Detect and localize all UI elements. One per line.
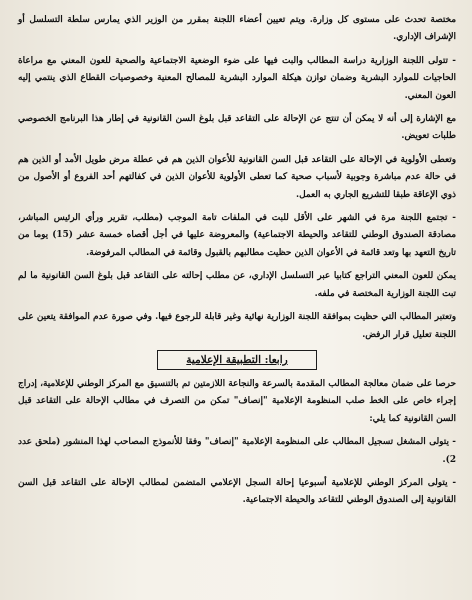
paragraph-it-procedure: حرصا على ضمان معالجة المطالب المقدمة بالسرعة والنجاعة اللازمتين تم بالتنسيق مع المركز الوطني للإعلامية، إدراج إجراء خاص على الخط صلب المنظومة الإعلامية "إنصاف" تمكن من التصرف في مطالب الإحالة على التقاعد قبل السن القانونية كما يلي: [18,378,456,424]
paragraph-final-decisions: وتعتبر المطالب التي حظيت بموافقة اللجنة الوزارية نهائية وغير قابلة للرجوع فيها. وفي صورة عدم الموافقة يتعين على اللجنة تعليل قرار الرفض. [18,312,456,340]
paragraph-no-compensation-note: مع الإشارة إلى أنه لا يمكن أن تنتج عن الإحالة على التقاعد قبل بلوغ السن القانونية في إطار هذا البرنامج الخصوصي طلبات تعويض. [18,114,456,142]
paragraph-committee-review: - تتولى اللجنة الوزارية دراسة المطالب والبت فيها على ضوء الوضعية الاجتماعية والصحية للعون المعني مع مراعاة الحاجيات للموارد البشرية وضمان توازن هيكلة الموارد البشرية للمصالح المعنية وخصوصيات القطاع الذي ينتمي إليه العون المعني. [18,55,456,101]
paragraph-committee-meeting: - تجتمع اللجنة مرة في الشهر على الأقل للبت في الملفات تامة الموجب (مطلب، تقرير ورأي الرئيس المباشر، مصادقة الصندوق الوطني للتقاعد والحيطة الاجتماعية) والمعروضة عليها في أجل أقصاه خمسة عشر (15) يوما من تاريخ التعهد بها وتعد قائمة في الأعوان الذين حظيت مطالبهم بالقبول وقائمة في المطالب المرفوضة. [18,213,456,258]
paragraph-withdrawal: يمكن للعون المعني التراجع كتابيا عبر التسلسل الإداري، عن مطلب إحالته على التقاعد قبل بلوغ السن القانونية ما لم تبت اللجنة الوزارية المختصة في ملفه. [18,271,456,299]
section-heading: رابعا: التطبيقة الإعلامية [157,350,316,370]
paragraph-committee-composition: مختصة تحدث على مستوى كل وزارة. ويتم تعيين أعضاء اللجنة بمقرر من الوزير الذي يمارس سلطة التسلسل أو الإشراف الإداري. [18,15,456,43]
paragraph-weekly-transfer: - يتولى المركز الوطني للإعلامية أسبوعيا إحالة السجل الإعلامي المتضمن لمطالب الإحالة على التقاعد قبل السن القانونية إلى الصندوق الوطني للتقاعد والحيطة الاجتماعية. [18,477,456,506]
paragraph-employer-registration: - يتولى المشغل تسجيل المطالب على المنظومة الإعلامية "إنصاف" وفقا للأنموذج المصاحب لهذا المنشور (ملحق عدد 2). [18,437,456,465]
paragraph-priority: وتعطى الأولوية في الإحالة على التقاعد قبل السن القانونية للأعوان الذين هم في عطلة مرض طويل الأمد أو الذين هم في حالة عدم مباشرة وجوبية لأسباب صحية كما تعطى الأولوية للأعوان الذين في كفالتهم أحد الفروع أو الأصول من ذوي الإعاقة طبقا للتشريع الجاري به العمل. [18,154,456,200]
